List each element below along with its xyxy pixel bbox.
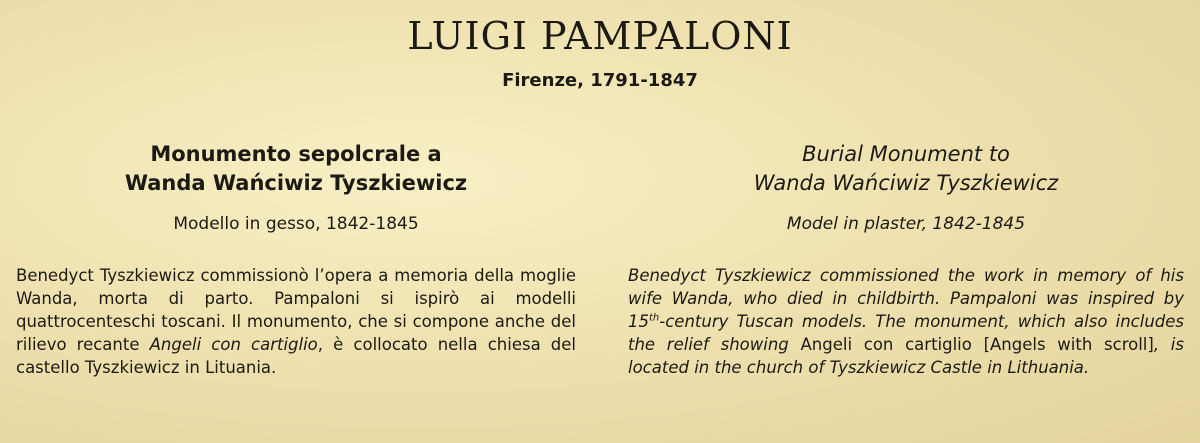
italian-description — [16, 264, 576, 379]
english-desc-upright: Angeli con cartiglio [Angels with scroll] — [800, 335, 1154, 354]
english-medium: Model in plaster, 1842-1845 — [786, 214, 1026, 234]
italian-desc-italic: Angeli con cartiglio — [149, 335, 318, 354]
english-title-line-1: Burial Monument to — [802, 142, 1010, 166]
english-desc-part-2: -century Tuscan models. The monument, which also includes the relief showing — [628, 312, 1184, 354]
artist-origin-dates: Firenze, 1791-1847 — [502, 70, 698, 91]
italian-medium: Modello in gesso, 1842-1845 — [173, 214, 419, 234]
italian-title-line-1: Monumento sepolcrale a — [150, 142, 442, 166]
italian-column — [16, 140, 576, 379]
italian-desc-part-1: Benedyct Tyszkiewicz commissionò l’opera a memoria della moglie Wanda, morta di parto. Pampaloni si ispirò ai modelli quattrocenteschi toscani. Il monumento, che si compone anche del rilievo recante — [16, 266, 576, 354]
italian-desc-part-2: , è collocato nella chiesa del castello Tyszkiewicz in Lituania. — [16, 335, 576, 377]
english-desc-superscript: th — [649, 312, 660, 324]
italian-title-line-2: Wanda Wańciwiz Tyszkiewicz — [124, 171, 468, 195]
english-desc-part-3: , is located in the church of Tyszkiewicz Castle in Lithuania. — [628, 335, 1184, 377]
english-column — [628, 140, 1184, 379]
english-description — [628, 264, 1184, 379]
italian-work-title — [16, 140, 576, 198]
english-work-title — [628, 140, 1184, 198]
english-desc-part-1: Benedyct Tyszkiewicz commissioned the work in memory of his wife Wanda, who died in childbirth. Pampaloni was inspired by 15 — [628, 266, 1184, 331]
artist-name: LUIGI PAMPALONI — [407, 14, 793, 58]
english-title-line-2: Wanda Wańciwiz Tyszkiewicz — [753, 171, 1059, 195]
